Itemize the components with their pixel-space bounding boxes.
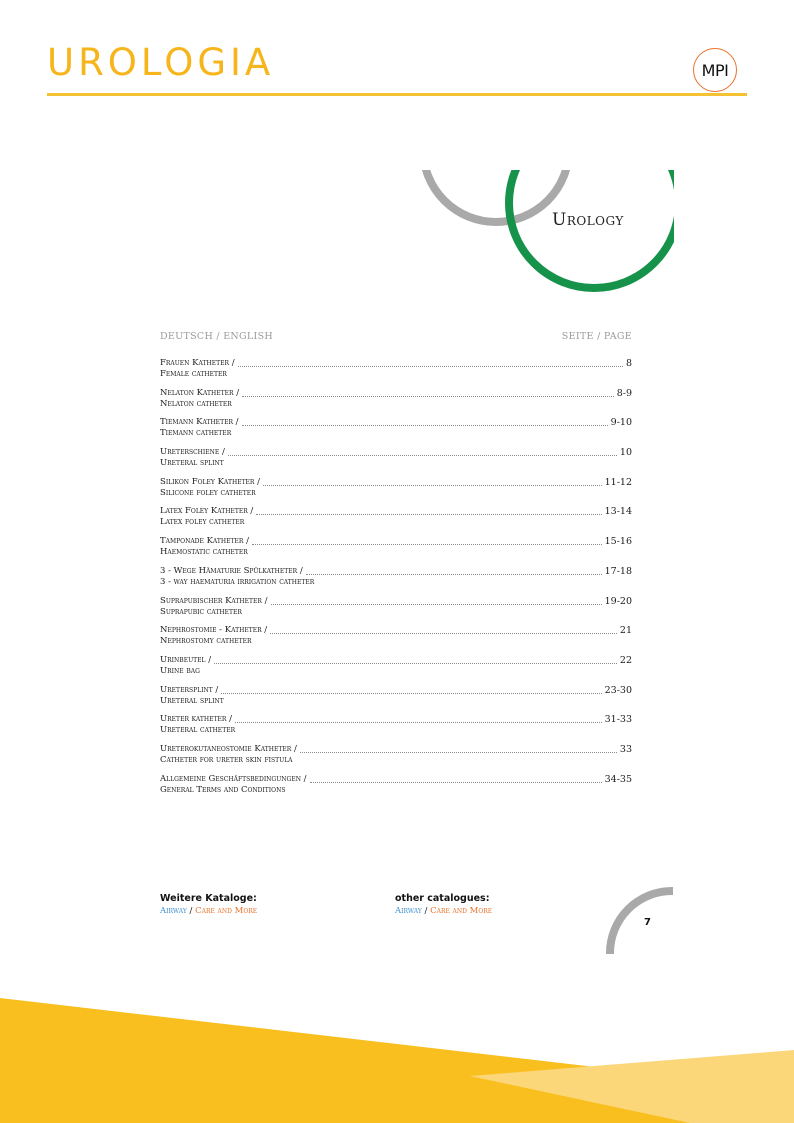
toc-entry-english: Ureteral splint	[160, 458, 224, 469]
toc-entry-page: 15-16	[604, 536, 632, 548]
toc-entry[interactable]	[160, 685, 632, 715]
toc-entry[interactable]	[160, 506, 632, 536]
toc-entry-english: Nelaton catheter	[160, 398, 232, 409]
toc-entry-english: Tiemann catheter	[160, 428, 232, 439]
toc-entry[interactable]	[160, 536, 632, 566]
toc-entry-page: 8	[625, 358, 632, 369]
catalogue-links-en	[395, 905, 492, 917]
toc-entry[interactable]	[160, 744, 632, 774]
other-catalogues-en	[395, 893, 492, 917]
catalogue-links-de	[160, 905, 257, 917]
toc-entry-german: Ureterschiene /	[160, 447, 225, 458]
toc-entry-page: 13-14	[604, 506, 632, 518]
toc-entry-page: 21	[619, 625, 632, 637]
toc-entry-page: 23-30	[604, 684, 632, 696]
toc-entry-page: 9-10	[610, 417, 632, 429]
mpi-logo: MPI	[693, 48, 737, 92]
toc-entry-page: 22	[619, 654, 632, 666]
dot-leader	[214, 662, 617, 664]
toc-entry-line	[160, 774, 632, 785]
toc-entry-page: 17-18	[604, 565, 632, 577]
toc-entry-german: Nelaton Katheter /	[160, 387, 240, 398]
toc-entry[interactable]	[160, 417, 632, 447]
toc-entry-german: Tamponade Katheter /	[160, 536, 250, 547]
dot-leader	[310, 781, 602, 783]
toc-entry-english: Ureteral catheter	[160, 725, 236, 736]
toc-entry-english: Silicone foley catheter	[160, 487, 256, 498]
toc-entry[interactable]	[160, 714, 632, 744]
dot-leader	[300, 751, 617, 753]
link-airway[interactable]: Airway	[160, 906, 187, 916]
toc-entry-english: Female catheter	[160, 369, 227, 379]
toc-entry[interactable]	[160, 774, 632, 804]
section-title: Urology	[552, 210, 624, 230]
toc-entry-page: 31-33	[604, 714, 632, 726]
toc-entry-german: 3 - Wege Hämaturie Spülkatheter /	[160, 565, 303, 576]
toc-entry-german: Frauen Katheter /	[160, 358, 235, 368]
toc-entry[interactable]	[160, 566, 632, 596]
link-care-and-more[interactable]: Care and More	[430, 906, 493, 916]
grey-arc	[423, 76, 569, 222]
dot-leader	[228, 454, 617, 456]
dot-leader	[221, 692, 601, 694]
toc-entry-german: Nephrostomie - Katheter /	[160, 625, 268, 636]
catalogues-label-en: other catalogues:	[395, 893, 490, 904]
toc-entry-english: Nephrostomy catheter	[160, 636, 252, 647]
toc-entry-line	[160, 447, 632, 458]
toc-entry[interactable]	[160, 625, 632, 655]
toc-entry-page: 8-9	[616, 387, 632, 399]
dot-leader	[271, 603, 602, 605]
toc-entry[interactable]	[160, 447, 632, 477]
green-arc	[509, 118, 679, 288]
toc-entry-line	[160, 655, 632, 666]
link-care-and-more[interactable]: Care and More	[195, 906, 258, 916]
toc-entry-english: Suprapubic catheter	[160, 606, 242, 617]
toc-entry-page: 10	[619, 447, 632, 459]
toc-entry-german: Allgemeine Geschäftsbedingungen /	[160, 773, 307, 784]
toc-entry-line	[160, 388, 632, 399]
header-divider	[47, 93, 747, 96]
dot-leader	[256, 513, 601, 515]
toc-entry-line	[160, 358, 632, 369]
toc-header	[160, 331, 632, 342]
toc-entry-german: Suprapubischer Katheter /	[160, 595, 268, 606]
toc-entry-english: Catheter for ureter skin fistula	[160, 754, 293, 765]
dot-leader	[235, 721, 602, 723]
toc-entry-english: Latex foley catheter	[160, 517, 245, 528]
toc-entry-line	[160, 625, 632, 636]
dot-leader	[270, 632, 617, 634]
toc-entry-english: Urine bag	[160, 665, 200, 676]
link-separator: /	[186, 906, 196, 916]
toc-col-page: SEITE / PAGE	[561, 331, 632, 342]
toc-entry-english: 3 - way haematuria irrigation catheter	[160, 576, 315, 587]
table-of-contents	[160, 358, 632, 803]
toc-entry[interactable]	[160, 388, 632, 418]
toc-entry-english: General Terms and Conditions	[160, 784, 286, 795]
page-title: UROLOGIA	[47, 41, 275, 84]
dot-leader	[252, 543, 602, 545]
toc-entry-line	[160, 417, 632, 428]
toc-entry[interactable]	[160, 358, 632, 388]
toc-entry-line	[160, 714, 632, 725]
toc-entry[interactable]	[160, 655, 632, 685]
toc-entry-line	[160, 744, 632, 755]
link-separator: /	[421, 906, 431, 916]
toc-entry-page: 33	[619, 743, 632, 755]
toc-entry-page: 34-35	[604, 773, 632, 785]
page-number: 7	[644, 917, 651, 928]
toc-entry-english: Haemostatic catheter	[160, 547, 248, 558]
dot-leader	[242, 395, 614, 397]
toc-entry[interactable]	[160, 596, 632, 626]
toc-entry-line	[160, 536, 632, 547]
toc-entry-page: 11-12	[604, 476, 632, 488]
toc-entry-german: Tiemann Katheter /	[160, 417, 239, 428]
catalogues-label-de: Weitere Kataloge:	[160, 893, 257, 904]
toc-entry-german: Uretersplint /	[160, 684, 219, 695]
toc-entry-german: Ureterokutaneostomie Katheter /	[160, 743, 297, 754]
dot-leader	[242, 424, 608, 426]
toc-entry-line	[160, 566, 632, 577]
toc-entry-page: 19-20	[604, 595, 632, 607]
toc-entry-line	[160, 506, 632, 517]
link-airway[interactable]: Airway	[395, 906, 422, 916]
toc-col-language: DEUTSCH / ENGLISH	[160, 331, 273, 342]
dot-leader	[306, 573, 602, 575]
toc-entry-line	[160, 477, 632, 488]
toc-entry-line	[160, 685, 632, 696]
toc-entry-german: Silikon Foley Katheter /	[160, 476, 261, 487]
toc-entry-english: Ureteral splint	[160, 695, 224, 706]
other-catalogues-de	[160, 893, 257, 917]
toc-entry[interactable]	[160, 477, 632, 507]
footer-grey-arc	[610, 891, 734, 1015]
toc-entry-german: Urinbeutel /	[160, 654, 212, 665]
toc-entry-german: Latex Foley Katheter /	[160, 506, 254, 517]
dot-leader	[263, 484, 602, 486]
dot-leader	[238, 365, 623, 367]
toc-entry-line	[160, 596, 632, 607]
toc-entry-german: Ureter katheter /	[160, 714, 232, 725]
